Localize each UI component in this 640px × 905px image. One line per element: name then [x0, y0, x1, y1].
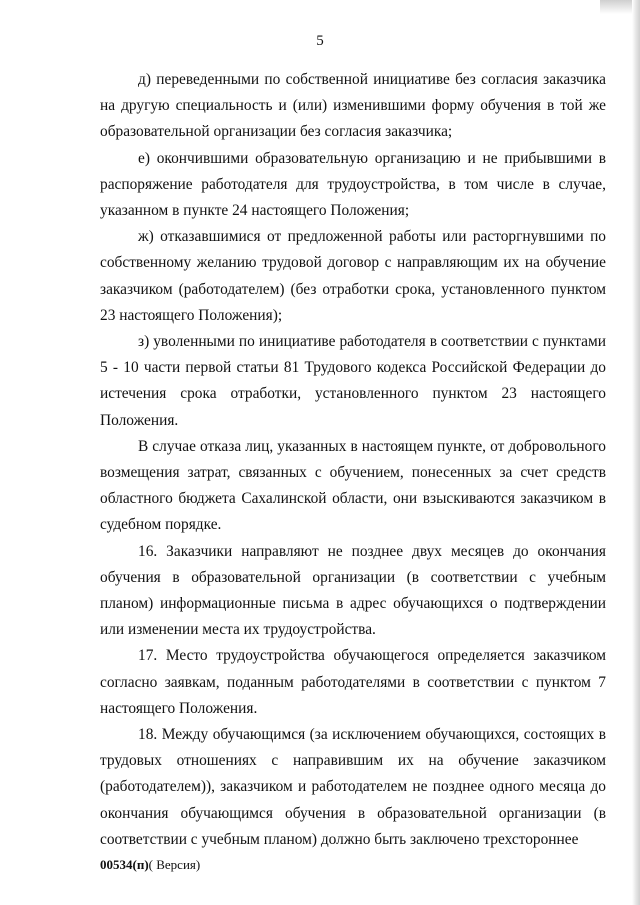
- document-footer: [100, 857, 200, 873]
- paragraph-d: д) переведенными по собственной инициативе без согласия заказчика на другую специальность и (или) изменившими форму обучения в той же образовательной организации без согласия заказчика;: [100, 71, 606, 141]
- document-code: 00534(п): [100, 857, 149, 872]
- paragraph-17: 17. Место трудоустройства обучающегося определяется заказчиком согласно заявкам, поданным работодателями в соответствии с пунктом 7 настоящего Положения.: [100, 647, 606, 717]
- paragraph-refusal-case: В случае отказа лиц, указанных в настоящем пункте, от добровольного возмещения затрат, связанных с обучением, понесенных за счет средств областного бюджета Сахалинской области, они взыскиваются заказчиком в судебном порядке.: [100, 437, 606, 534]
- scan-shadow-edge: [632, 0, 640, 905]
- paragraph-16: 16. Заказчики направляют не позднее двух месяцев до окончания обучения в образовательной организации (в соответствии с учебным планом) информационные письма в адрес обучающихся о подтверждении или изменении места их трудоустройства.: [100, 542, 606, 639]
- page-number: 5: [316, 33, 324, 49]
- document-body: [100, 67, 606, 853]
- paragraph-18: 18. Между обучающимся (за исключением обучающихся, состоящих в трудовых отношениях с направившим их на обучение заказчиком (работодателем)), заказчиком и работодателем не позднее одного месяца до окончания обучающимся обучения в образовательной организации (в соответствии с учебным планом) должно быть заключено трехстороннее: [100, 726, 606, 848]
- version-label: ( Версия): [148, 857, 201, 872]
- paragraph-z: з) уволенными по инициативе работодателя в соответствии с пунктами 5 - 10 части первой статьи 81 Трудового кодекса Российской Федерации до истечения срока отработки, установленного пунктом 23 настоящего Положения.: [100, 333, 606, 429]
- paragraph-e: е) окончившими образовательную организацию и не прибывшими в распоряжение работодателя для трудоустройства, в том числе в случае, указанном в пункте 24 настоящего Положения;: [100, 149, 606, 220]
- paragraph-zh: ж) отказавшимися от предложенной работы или расторгнувшими по собственному желанию трудовой договор с направляющим их на обучение заказчиком (работодателем) (без отработки срока, установленного пунктом 23 настоящего Положения);: [100, 228, 606, 324]
